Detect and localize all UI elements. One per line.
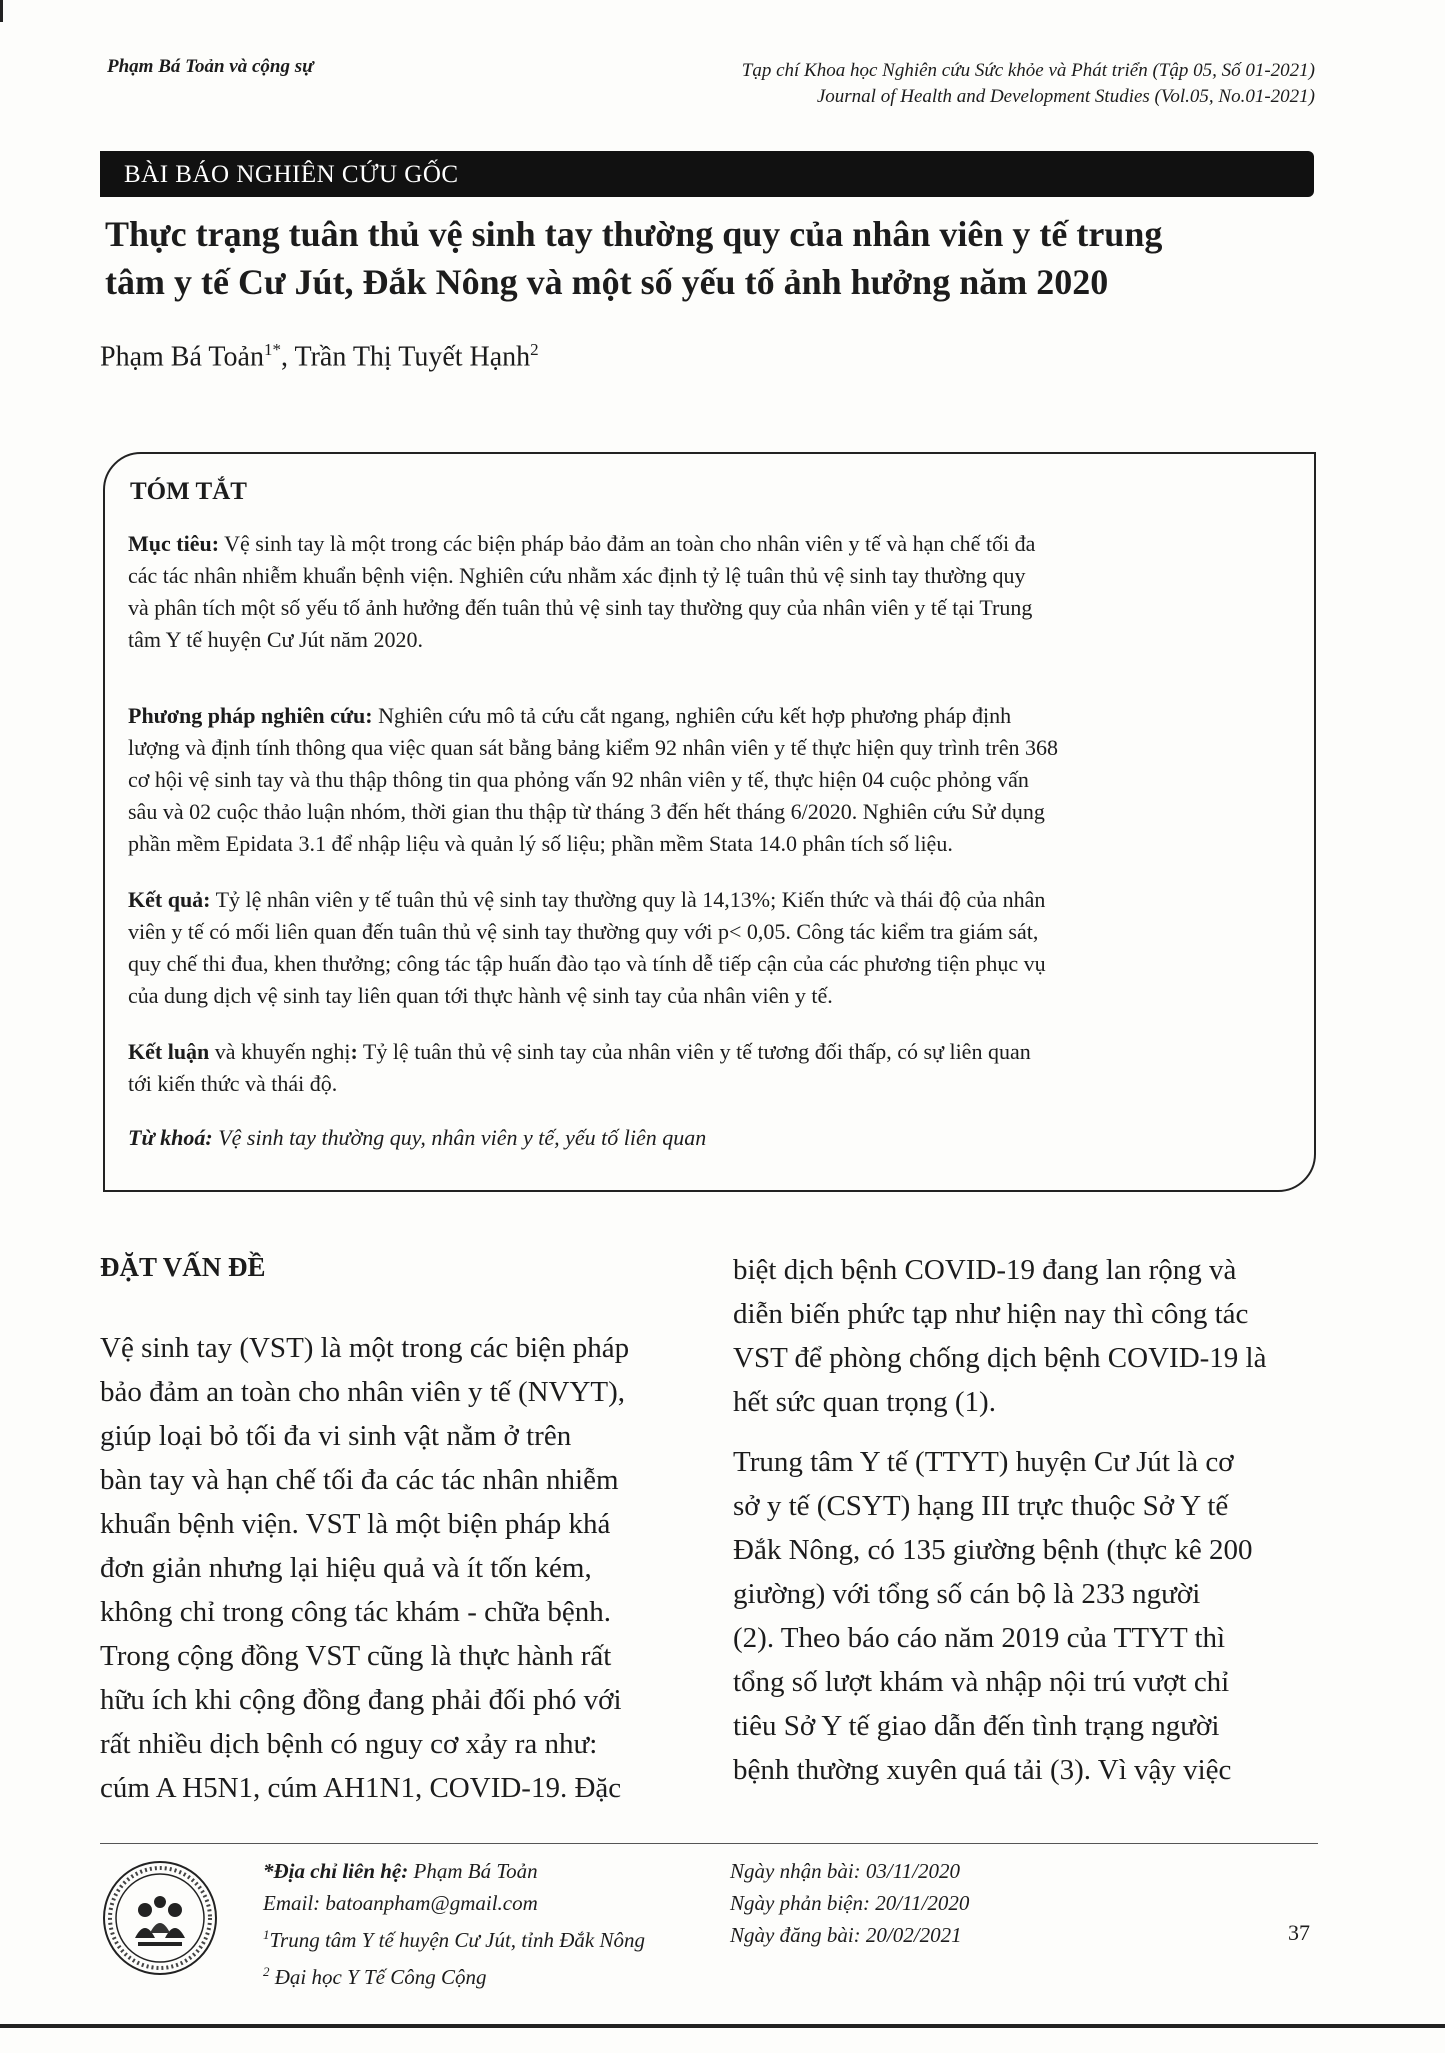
body-line: diễn biến phức tạp như hiện nay thì công tác bbox=[733, 1298, 1249, 1330]
abstract-line: lượng và định tính thông qua việc quan sát bằng bảng kiểm 92 nhân viên y tế thực hiện quy trình trên 368 bbox=[128, 735, 1058, 760]
affiliation-1: $^1$Trung tâm Y tế huyện Cư Jút, tỉnh Đắk Nông bbox=[263, 1927, 645, 1952]
body-line: rất nhiều dịch bệnh có nguy cơ xảy ra như: bbox=[100, 1728, 598, 1760]
conclusion-label: Kết luận bbox=[128, 1039, 210, 1064]
body-line: tiêu Sở Y tế giao dẫn đến tình trạng người bbox=[733, 1710, 1220, 1742]
abstract-line: các tác nhân nhiễm khuẩn bệnh viện. Nghiên cứu nhằm xác định tỷ lệ tuân thủ vệ sinh tay thường quy bbox=[128, 563, 1026, 588]
abstract-results bbox=[128, 884, 1293, 1012]
body-line: VST để phòng chống dịch bệnh COVID-19 là bbox=[733, 1342, 1267, 1374]
dates-block bbox=[730, 1855, 969, 1951]
article-type-label: BÀI BÁO NGHIÊN CỨU GỐC bbox=[124, 161, 459, 188]
body-line: hữu ích khi cộng đồng đang phải đối phó với bbox=[100, 1684, 622, 1716]
author-list bbox=[100, 340, 539, 373]
abstract-line bbox=[128, 1122, 1293, 1154]
date-reviewed: Ngày phản biện: 20/11/2020 bbox=[730, 1891, 970, 1915]
keywords-text: Vệ sinh tay thường quy, nhân viên y tế, yếu tố liên quan bbox=[212, 1125, 707, 1150]
contact-block bbox=[263, 1855, 645, 1993]
author-affiliation-mark: 1* bbox=[263, 340, 281, 359]
body-line: hết sức quan trọng (1). bbox=[733, 1386, 996, 1418]
affiliation-2: $^2$ Đại học Y Tế Công Cộng bbox=[263, 1964, 487, 1989]
methods-label: Phương pháp nghiên cứu: bbox=[128, 703, 373, 728]
contact-label: *Địa chỉ liên hệ: bbox=[263, 1859, 409, 1883]
body-line: Đắk Nông, có 135 giường bệnh (thực kê 200 bbox=[733, 1534, 1253, 1566]
article-title bbox=[105, 210, 1335, 306]
page-number: 37 bbox=[1288, 1920, 1310, 1945]
body-line: đơn giản nhưng lại hiệu quả và ít tốn kém, bbox=[100, 1552, 592, 1584]
abstract-objective bbox=[128, 528, 1293, 656]
title-line: Thực trạng tuân thủ vệ sinh tay thường quy của nhân viên y tế trung bbox=[105, 214, 1163, 254]
body-line: bảo đảm an toàn cho nhân viên y tế (NVYT), bbox=[100, 1376, 626, 1408]
body-line: cúm A H5N1, cúm AH1N1, COVID-19. Đặc bbox=[100, 1772, 622, 1804]
journal-name-vi: Tạp chí Khoa học Nghiên cứu Sức khỏe và Phát triển (Tập 05, Số 01-2021) bbox=[741, 60, 1315, 81]
results-label: Kết quả: bbox=[128, 887, 211, 912]
objective-label: Mục tiêu: bbox=[128, 531, 220, 556]
abstract-line: quy chế thi đua, khen thưởng; công tác tập huấn đào tạo và tính dễ tiếp cận của các phương tiện phục vụ bbox=[128, 951, 1046, 976]
body-line: bàn tay và hạn chế tối đa các tác nhân nhiễm bbox=[100, 1464, 619, 1496]
abstract-line: tâm Y tế huyện Cư Jút năm 2020. bbox=[128, 627, 424, 652]
body-line: khuẩn bệnh viện. VST là một biện pháp khá bbox=[100, 1508, 611, 1540]
abstract-line: Kết luận và khuyến nghị: Tỷ lệ tuân thủ vệ sinh tay của nhân viên y tế tương đối thấp, có sự liên quan bbox=[128, 1039, 1031, 1064]
journal-name-en: Journal of Health and Development Studies (Vol.05, No.01-2021) bbox=[816, 86, 1315, 107]
left-edge-mark bbox=[0, 0, 3, 22]
running-head-author: Phạm Bá Toản và cộng sự bbox=[107, 56, 314, 77]
abstract-line: Kết quả: Tỷ lệ nhân viên y tế tuân thủ vệ sinh tay thường quy là 14,13%; Kiến thức và thái độ của nhân bbox=[128, 887, 1046, 912]
university-seal-icon bbox=[100, 1858, 220, 1978]
bottom-edge-rule bbox=[0, 2024, 1445, 2028]
body-line: tổng số lượt khám và nhập nội trú vượt chỉ bbox=[733, 1666, 1230, 1698]
article-type-banner bbox=[100, 151, 1314, 197]
author-name: Trần Thị Tuyết Hạnh bbox=[294, 341, 531, 373]
body-line: bệnh thường xuyên quá tải (3). Vì vậy việc bbox=[733, 1754, 1232, 1786]
abstract-conclusion bbox=[128, 1036, 1293, 1100]
body-line: (2). Theo báo cáo năm 2019 của TTYT thì bbox=[733, 1622, 1226, 1654]
date-received: Ngày nhận bài: 03/11/2020 bbox=[730, 1859, 961, 1883]
body-line: Trong cộng đồng VST cũng là thực hành rất bbox=[100, 1640, 612, 1672]
abstract-line: Phương pháp nghiên cứu: Nghiên cứu mô tả cứu cắt ngang, nghiên cứu kết hợp phương pháp định bbox=[128, 703, 1012, 728]
abstract-heading: TÓM TẮT bbox=[130, 478, 247, 505]
abstract-line: và phân tích một số yếu tố ảnh hưởng đến tuân thủ vệ sinh tay thường quy của nhân viên y tế tại Trung bbox=[128, 595, 1033, 620]
author-name: Phạm Bá Toản bbox=[100, 341, 264, 373]
abstract-line: cơ hội vệ sinh tay và thu thập thông tin qua phỏng vấn 92 nhân viên y tế, thực hiện 04 cuộc phỏng vấn bbox=[128, 767, 1029, 792]
running-head-journal bbox=[560, 58, 1315, 110]
abstract-line: sâu và 02 cuộc thảo luận nhóm, thời gian thu thập từ tháng 3 đến hết tháng 6/2020. Nghiên cứu Sử dụng bbox=[128, 799, 1045, 824]
body-line: sở y tế (CSYT) hạng III trực thuộc Sở Y tế bbox=[733, 1490, 1229, 1522]
abstract-line: Mục tiêu: Vệ sinh tay là một trong các biện pháp bảo đảm an toàn cho nhân viên y tế và hạn chế tối đa bbox=[128, 531, 1036, 556]
title-line: tâm y tế Cư Jút, Đắk Nông và một số yếu tố ảnh hưởng năm 2020 bbox=[105, 262, 1109, 302]
footer-divider bbox=[100, 1843, 1318, 1844]
date-published: Ngày đăng bài: 20/02/2021 bbox=[730, 1923, 962, 1947]
abstract-methods bbox=[128, 700, 1293, 860]
body-right-column-p1 bbox=[733, 1248, 1313, 1424]
keywords-label: Từ khoá: bbox=[128, 1125, 213, 1150]
body-right-column-p2 bbox=[733, 1440, 1313, 1792]
abstract-keywords bbox=[128, 1122, 1293, 1154]
body-line: Trung tâm Y tế (TTYT) huyện Cư Jút là cơ bbox=[733, 1446, 1234, 1478]
body-line: giường) với tổng số cán bộ là 233 người bbox=[733, 1578, 1201, 1610]
body-line: giúp loại bỏ tối đa vi sinh vật nằm ở trên bbox=[100, 1420, 572, 1452]
abstract-line: viên y tế có mối liên quan đến tuân thủ vệ sinh tay thường quy với p< 0,05. Công tác kiểm tra giám sát, bbox=[128, 919, 1039, 944]
contact-line: *Địa chỉ liên hệ: Phạm Bá Toản bbox=[263, 1859, 538, 1883]
contact-email: Email: batoanpham@gmail.com bbox=[263, 1891, 538, 1915]
author-separator: , bbox=[280, 341, 295, 373]
abstract-line: của dung dịch vệ sinh tay liên quan tới thực hành vệ sinh tay của nhân viên y tế. bbox=[128, 983, 833, 1008]
body-left-column bbox=[100, 1326, 680, 1810]
abstract-line: phần mềm Epidata 3.1 để nhập liệu và quản lý số liệu; phần mềm Stata 14.0 phân tích số liệu. bbox=[128, 831, 953, 856]
section-heading: ĐẶT VẤN ĐỀ bbox=[100, 1252, 266, 1282]
body-line: không chỉ trong công tác khám - chữa bệnh. bbox=[100, 1596, 611, 1628]
abstract-line: tới kiến thức và thái độ. bbox=[128, 1071, 338, 1096]
body-line: biệt dịch bệnh COVID-19 đang lan rộng và bbox=[733, 1254, 1237, 1286]
author-affiliation-mark: 2 bbox=[530, 340, 539, 359]
body-line: Vệ sinh tay (VST) là một trong các biện pháp bbox=[100, 1332, 630, 1364]
